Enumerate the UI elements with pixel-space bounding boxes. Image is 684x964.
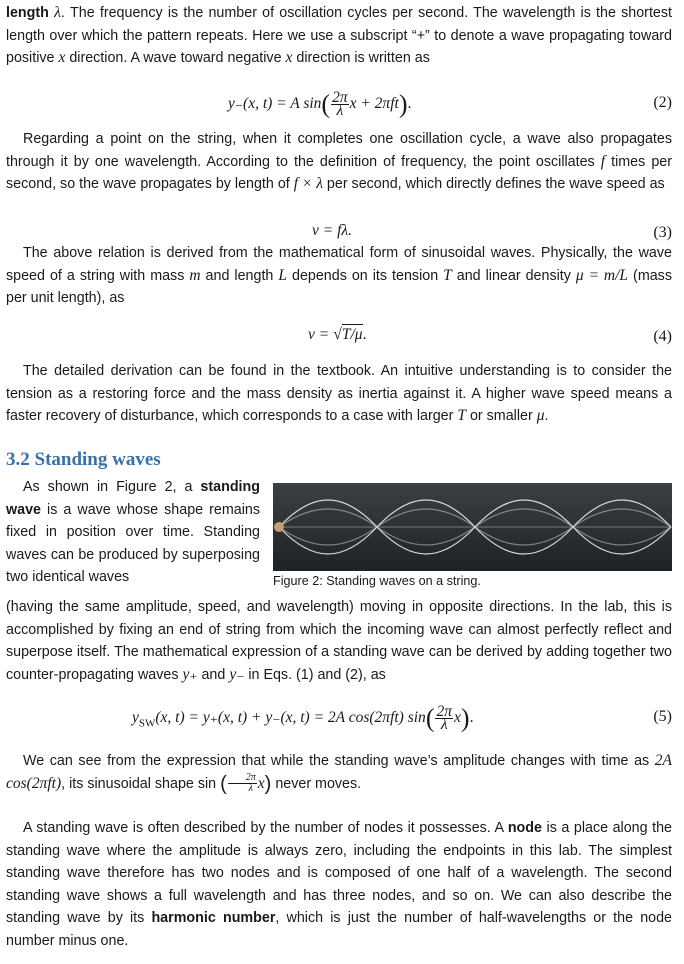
paragraph-frequency: length λ. The frequency is the number of oscillation cycles per second. The wavelength is the shortest length over which the pattern repeats. Here we use a subscript “+” to denote a wave propagating toward positive x direction. A wave toward negative x direction is written as: [6, 4, 672, 66]
figure-2: [273, 483, 672, 588]
math-lambda: λ: [54, 4, 61, 21]
equation-3: v = fλ. (3): [312, 222, 672, 241]
term-node: node: [507, 820, 542, 836]
paragraph-wave-speed: Regarding a point on the string, when it completes one oscillation cycle, a wave also propagates through it by one wavelength. According to the definition of frequency, the point oscillates f times per second, so the wave propagates by length of f × λ per second, which directly defines the wave speed as: [6, 131, 672, 192]
equation-label: (3): [653, 224, 672, 241]
equation-label: (4): [653, 328, 672, 345]
paragraph-nodes: A standing wave is often described by the number of nodes it possesses. A node is a place along the standing wave where the amplitude is always zero, including the endpoints in this lab. The simplest standing wave therefore has two nodes and is composed of one half of a wavelength. The second standing wave shows a full wavelength and has three nodes, and so on. We can also describe the standing wave by its harmonic number, which is just the number of half-wavelengths or the node number minus one.: [6, 820, 673, 949]
paragraph-standing-wave-intro: As shown in Figure 2, a standing wave is a wave whose shape remains fixed in position over time. Standing waves can be produced by superposing two identical waves: [6, 479, 260, 585]
paragraph-tension: The above relation is derived from the mathematical form of sinusoidal waves. Physically, the wave speed of a string with mass m and length L depends on its tension T and linear density μ = m/L (mass per unit length), as: [6, 245, 672, 306]
equation-5: $y_{SW}(x$, t) = y₊(x, t) + y₋(x, t) = 2A cos(2πft) sin( $\frac{2\pi}{\lambda}$ x). (5): [132, 703, 672, 733]
figure-caption: Figure 2: Standing waves on a string.: [273, 574, 481, 588]
paragraph-intuition: The detailed derivation can be found in the textbook. An intuitive understanding is to consider the tension as a restoring force and the mass density as inertia against it. A higher wave speed means a faster recovery of disturbance, which corresponds to a case with larger T or smaller μ.: [6, 363, 672, 424]
equation-label: (2): [653, 94, 672, 111]
equation-2: y₋(x, t) = A sin( $\frac{2\pi}{\lambda}$ x + 2πft). (2): [228, 89, 672, 119]
term-length: length: [6, 5, 49, 21]
section-heading: 3.2 Standing waves: [6, 449, 161, 470]
equation-label: (5): [653, 708, 672, 725]
paragraph-standing-wave-cont: (having the same amplitude, speed, and wavelength) moving in opposite directions. In the lab, this is accomplished by fixing an end of string from which the incoming wave can almost perfectly reflect and superpose itself. The mathematical expression of a standing wave can be derived by adding together two counter-propagating waves y₊ and y₋ in Eqs. (1) and (2), as: [6, 599, 672, 683]
standing-wave-photo: [273, 483, 672, 571]
term-standing-wave: standing wave: [6, 479, 260, 518]
paragraph-amplitude: We can see from the expression that while the standing wave’s amplitude changes with time as 2A cos(2πft), its sinusoidal shape sin ( $\frac{2\pi}{\lambda}$ x) never moves.: [6, 752, 672, 795]
term-harmonic-number: harmonic number: [151, 910, 276, 926]
equation-4: v = √T/μ. (4): [308, 326, 672, 345]
